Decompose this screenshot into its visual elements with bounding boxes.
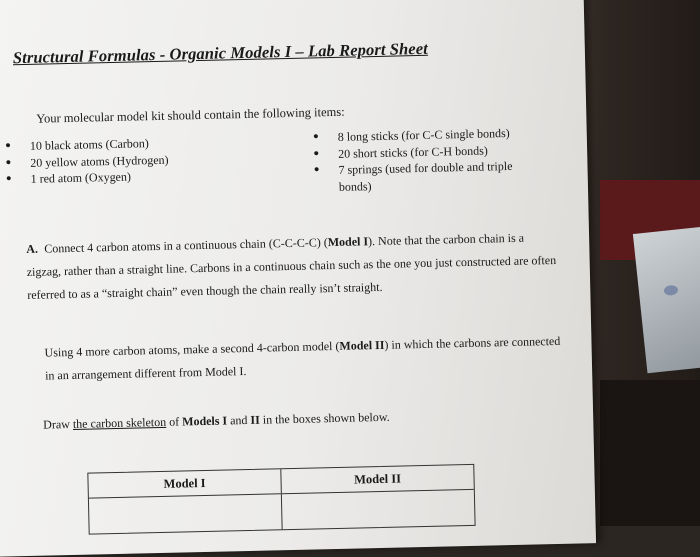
question-a-text-1: Connect 4 carbon atoms in a continuous chain (C-C-C-C) ( (44, 235, 328, 256)
list-item: • 20 yellow atoms (Hydrogen) (4, 149, 274, 172)
kit-list-right (312, 125, 528, 196)
list-item: • 20 short sticks (for C-H bonds) (312, 141, 527, 162)
model-i-ref: Model I (327, 234, 369, 250)
background-shadow (600, 380, 700, 526)
page-title: Structural Formulas - Organic Models I – Lab Report Sheet (12, 38, 429, 68)
kit-list-left (4, 132, 275, 188)
draw-prefix: Draw (43, 416, 74, 432)
model-ii-text-1: Using 4 more carbon atoms, make a second 4-carbon model ( (44, 338, 340, 360)
model-ii-text-2: ) in which the carbons are connected in an arrangement different from Model I. (44, 333, 561, 383)
question-label: A. (26, 241, 39, 256)
draw-and: and (226, 412, 251, 428)
question-a-text-2: ). Note that the carbon chain is a zigzag, rather than a straight line. Carbons in a continuous chain such as the one you just constructed are often referred to as a “straight chain” even though the chain really isn’t straight. (26, 230, 557, 302)
draw-suffix: in the boxes shown below. (259, 409, 390, 427)
model-ii-ref: Model II (339, 337, 385, 353)
question-a (26, 226, 557, 307)
draw-instructions (43, 410, 390, 433)
model-i-column (88, 469, 281, 533)
model-ii-column (280, 465, 474, 529)
model-ii-instructions (44, 330, 565, 388)
model-ii-header: Model II (281, 465, 474, 494)
draw-middle: of (165, 414, 183, 429)
answer-table (87, 464, 475, 535)
carbon-skeleton-term: the carbon skeleton (72, 414, 167, 431)
model-i-header: Model I (88, 469, 281, 498)
list-item: • 8 long sticks (for C-C single bonds) (312, 125, 527, 146)
list-item: • 1 red atom (Oxygen) (4, 165, 274, 188)
models-i-ref: Models I (181, 413, 228, 429)
models-ii-ref: II (250, 412, 260, 427)
kit-intro: Your molecular model kit should contain the following items: (36, 104, 345, 126)
list-item: • 7 springs (used for double and triple bonds) (312, 158, 528, 196)
list-item: • 10 black atoms (Carbon) (4, 132, 274, 155)
